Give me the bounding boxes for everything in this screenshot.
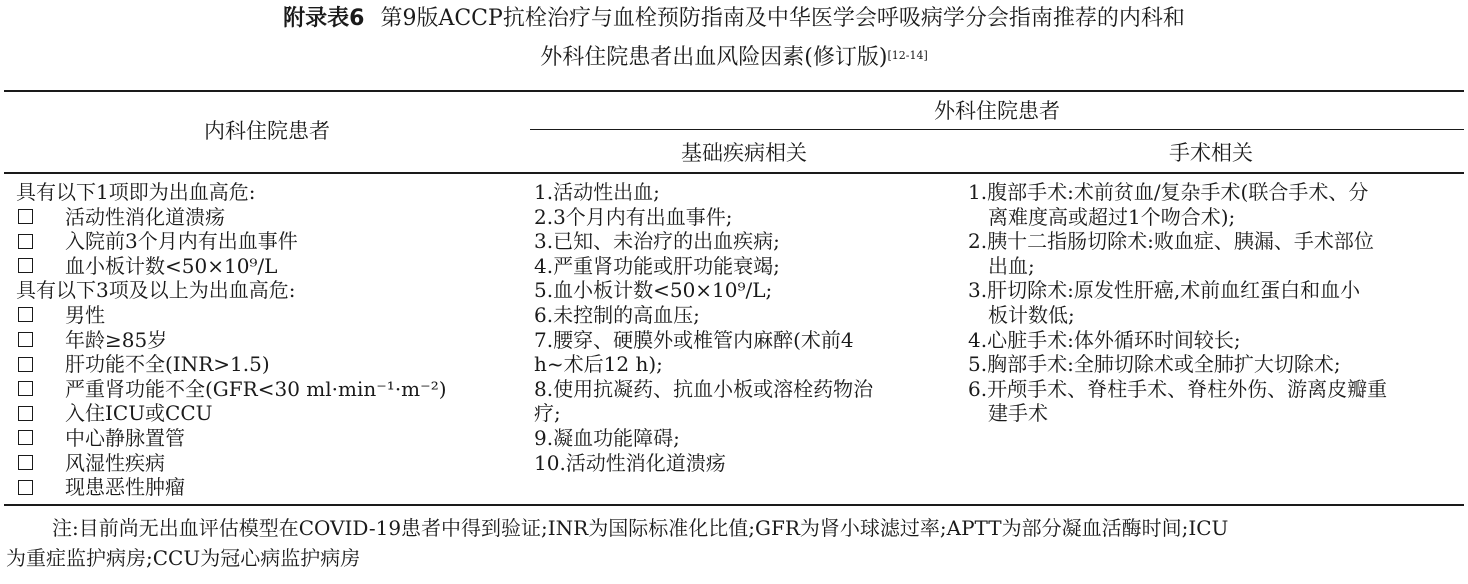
- checkbox-icon: [18, 332, 33, 347]
- surgical-header-rule: [530, 129, 1464, 130]
- list-item-continuation: 板计数低;: [988, 302, 1075, 327]
- checkbox-icon: [18, 381, 33, 396]
- list-item: 2.3个月内有出血事件;: [534, 204, 733, 229]
- list-item-continuation: h~术后12 h);: [534, 352, 663, 377]
- list-item: 3.已知、未治疗的出血疾病;: [534, 229, 780, 254]
- list-item: 现患恶性肿瘤: [16, 475, 526, 500]
- header-basic-disease: 基础疾病相关: [681, 141, 807, 165]
- checkbox-icon: [18, 234, 33, 249]
- list-item: 4.严重肾功能或肝功能衰竭;: [534, 253, 780, 278]
- list-item: 入住ICU或CCU: [16, 401, 526, 426]
- list-item: 7.腰穿、硬膜外或椎管内麻醉(术前4: [534, 327, 854, 352]
- list-item-continuation: 出血;: [988, 253, 1035, 278]
- list-item: 3.肝切除术:原发性肝癌,术前血红蛋白和血小: [968, 278, 1361, 303]
- list-item: 6.开颅手术、脊柱手术、脊柱外伤、游离皮瓣重: [968, 376, 1388, 401]
- table-title-text: 第9版ACCP抗栓治疗与血栓预防指南及中华医学会呼吸病学分会指南推荐的内科和: [380, 6, 1185, 31]
- bottom-rule: [4, 504, 1464, 506]
- list-item: 活动性消化道溃疡: [16, 205, 526, 230]
- list-item: 9.凝血功能障碍;: [534, 425, 680, 450]
- basic-disease-column: [534, 180, 954, 475]
- list-item: 1.活动性出血;: [534, 180, 660, 204]
- surgery-column: [968, 180, 1464, 426]
- list-item-continuation: 建手术: [988, 401, 1048, 426]
- top-rule: [4, 90, 1464, 92]
- header-surgical-inpatients: 外科住院患者: [934, 99, 1060, 123]
- checkbox-icon: [18, 406, 33, 421]
- list-item: 5.胸部手术:全肺切除术或全肺扩大切除术;: [968, 352, 1341, 377]
- footnote: [0, 513, 1468, 573]
- list-item: 入院前3个月内有出血事件: [16, 229, 526, 254]
- list-item: 8.使用抗凝药、抗血小板或溶栓药物治: [534, 376, 874, 401]
- checkbox-icon: [18, 307, 33, 322]
- footnote-line-1: 注:目前尚无出血评估模型在COVID-19患者中得到验证;INR为国际标准化比值;GFR为肾小球滤过率;APTT为部分凝血活酶时间;ICU: [52, 516, 1229, 540]
- list-item: 男性: [16, 303, 526, 328]
- table-number: 附录表6: [283, 6, 365, 31]
- checkbox-icon: [18, 455, 33, 470]
- list-item: 严重肾功能不全(GFR<30 ml·min⁻¹·m⁻²): [16, 377, 526, 402]
- list-item: 中心静脉置管: [16, 426, 526, 451]
- checkbox-icon: [18, 480, 33, 495]
- list-item: 2.胰十二指肠切除术:败血症、胰漏、手术部位: [968, 229, 1374, 254]
- medical-column: [16, 180, 526, 500]
- list-item: 1.腹部手术:术前贫血/复杂手术(联合手术、分: [968, 180, 1369, 204]
- list-item: 年龄≥85岁: [16, 328, 526, 353]
- reference-marker: [12-14]: [887, 49, 928, 62]
- checkbox-icon: [18, 209, 33, 224]
- header-bottom-rule: [4, 172, 1464, 174]
- table-title-text-2: 外科住院患者出血风险因素(修订版): [540, 45, 888, 70]
- medical-group-2-heading: 具有以下3项及以上为出血高危:: [16, 278, 296, 303]
- list-item-continuation: 疗;: [534, 401, 561, 426]
- list-item-continuation: 离难度高或超过1个吻合术);: [988, 204, 1236, 229]
- list-item: 10.活动性消化道溃疡: [534, 450, 726, 475]
- checkbox-icon: [18, 258, 33, 273]
- list-item: 肝功能不全(INR>1.5): [16, 352, 526, 377]
- footnote-line-2: 为重症监护病房;CCU为冠心病监护病房: [6, 546, 361, 570]
- table-title-line-1: [0, 4, 1468, 34]
- header-surgery-related: 手术相关: [1169, 141, 1253, 165]
- list-item: 4.心脏手术:体外循环时间较长;: [968, 327, 1241, 352]
- list-item: 5.血小板计数<50×10⁹/L;: [534, 278, 773, 303]
- header-medical-inpatients: 内科住院患者: [204, 119, 330, 143]
- list-item: 风湿性疾病: [16, 451, 526, 476]
- list-item: 6.未控制的高血压;: [534, 302, 700, 327]
- list-item: 血小板计数<50×10⁹/L: [16, 254, 526, 279]
- checkbox-icon: [18, 430, 33, 445]
- table-title-line-2: [0, 43, 1468, 73]
- medical-group-1-heading: 具有以下1项即为出血高危:: [16, 180, 256, 204]
- checkbox-icon: [18, 357, 33, 372]
